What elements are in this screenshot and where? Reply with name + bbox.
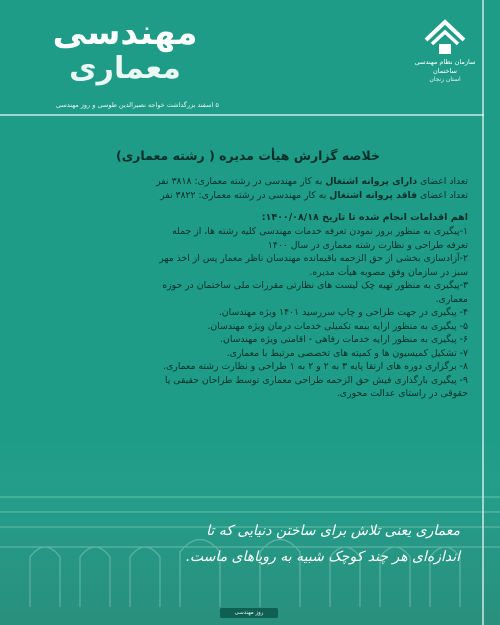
quote-line-1: معماری یعنی تلاش برای ساختن دنیایی که تا xyxy=(206,523,460,539)
title-line-2: معماری xyxy=(69,51,181,86)
action-line: ۷- تشکیل کمیسیون ها و کمیته های تخصصی مرتبط با معماری. xyxy=(226,347,468,359)
title-line-1: مهندسی xyxy=(52,13,198,53)
report-heading: خلاصه گزارش هیأت مدیره ( رشته معماری) xyxy=(116,148,380,163)
action-line: معماری. xyxy=(435,293,468,305)
organization-logo xyxy=(410,18,480,100)
action-line: ۳-پیگیری به منظور تهیه چک لیست های نظارتی مقررات ملی ساختمان در حوزه xyxy=(162,280,468,291)
action-line: ۲-آزادسازی بخشی از حق الزحمه باقیمانده مهندسان ناظر معمار پس از اخذ مهر xyxy=(159,253,468,264)
footer-badge: روز مهندسی xyxy=(220,608,278,618)
action-line: حقوقی در راستای عدالت محوری. xyxy=(336,388,468,399)
action-line: ۹- پیگیری بارگذاری فیش حق الزحمه طراحی معماری توسط طراحان حقیقی یا xyxy=(164,374,468,386)
calligraphy-quote xyxy=(130,518,460,570)
action-line: ۶- پیگیری به منظور ارایه خدمات رفاهی - اقامتی ویژه مهندسان. xyxy=(220,334,468,345)
building-logo-icon xyxy=(422,18,468,56)
org-name: سازمان نظام مهندسی ساختمان xyxy=(414,58,476,75)
action-line: سبز در سازمان وفق مصوبه هیأت مدیره. xyxy=(309,266,468,278)
action-line: ۱-پیگیری به منظور بروز نمودن تعرفه خدمات مهندسی کلیه رشته ها، از جمله xyxy=(172,226,468,237)
decor-horizontal-line xyxy=(0,114,484,116)
actions-heading: اهم اقدامات انجام شده تا تاریخ ۱۴۰۰/۰۸/۱۸: xyxy=(261,212,468,223)
engineering-day-caption: ۵ اسفند بزرگداشت خواجه نصیرالدین طوسی و روز مهندسی xyxy=(56,101,219,109)
action-line: ۴- پیگیری در جهت طراحی و چاپ سررسید ۱۴۰۱ ویژه مهندسان. xyxy=(218,307,468,318)
decor-vertical-line xyxy=(482,0,484,625)
stat-licensed: تعداد اعضای دارای پروانه اشتغال به کار مهندسی در رشته معماری: ۳۸۱۸ نفر xyxy=(156,176,468,187)
quote-line-2: اندازه‌ای هر چند کوچک شبیه به رویاهای ماست. xyxy=(185,549,460,565)
org-province: استان زنجان xyxy=(429,76,461,83)
poster-title xyxy=(40,14,210,86)
stat-unlicensed: تعداد اعضای فاقد پروانه اشتغال به کار مهندسی در رشته معماری: ۳۸۲۲ نفر xyxy=(160,189,468,201)
action-line: ۸- برگزاری دوره های ارتقا پایه ۳ به ۲ و ۲ به ۱ طراحی و نظارت رشته معماری. xyxy=(163,361,468,372)
action-line: تعرفه طراحی و نظارت رشته معماری در سال ۱۴۰۰ xyxy=(267,239,468,251)
report-content xyxy=(28,148,468,401)
action-line: ۵- پیگیری به منظور ارایه بیمه تکمیلی خدمات درمان ویژه مهندسان. xyxy=(207,320,468,332)
